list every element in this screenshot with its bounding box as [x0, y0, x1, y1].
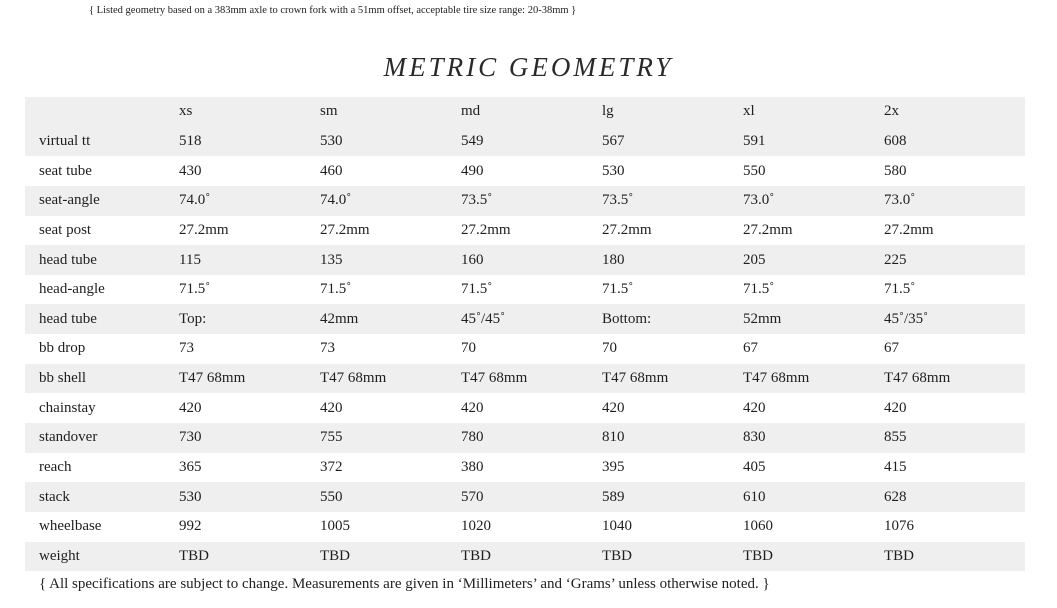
table-row: [25, 334, 1025, 364]
table-header-row: [25, 97, 1025, 127]
specifications-note: { All specifications are subject to change. Measurements are given in ‘Millimeters’ and ‘Grams’ unless otherwise noted. }: [39, 576, 770, 592]
table-cell: 73.5˚: [461, 192, 493, 209]
table-cell: T47 68mm: [884, 370, 951, 387]
table-cell: 1020: [461, 518, 491, 535]
table-row: [25, 186, 1025, 216]
row-label: standover: [39, 429, 98, 446]
table-cell: 180: [602, 251, 625, 268]
table-cell: 608: [884, 132, 907, 149]
table-cell: 380: [461, 459, 484, 475]
table-cell: 570: [461, 488, 484, 505]
table-cell: 1040: [602, 518, 632, 535]
header-cell: 2x: [884, 103, 899, 120]
table-row: [25, 393, 1025, 423]
geometry-table: [25, 97, 1025, 571]
table-cell: 73.0˚: [743, 192, 775, 209]
table-row: [25, 512, 1025, 542]
header-cell: lg: [602, 103, 614, 120]
row-label: virtual tt: [39, 132, 91, 149]
table-cell: TBD: [884, 547, 914, 564]
table-cell: 71.5˚: [461, 281, 493, 298]
table-row: [25, 275, 1025, 305]
table-cell: 70: [461, 340, 476, 357]
table-cell: 1060: [743, 518, 773, 535]
table-cell: 420: [884, 399, 907, 416]
row-label: chainstay: [39, 399, 96, 416]
table-cell: 830: [743, 429, 766, 446]
header-cell: xs: [179, 103, 193, 120]
table-cell: 420: [320, 399, 343, 416]
table-cell: 1005: [320, 518, 350, 535]
table-cell: 160: [461, 251, 484, 268]
table-cell: 420: [602, 399, 625, 416]
table-cell: 460: [320, 162, 343, 179]
table-cell: 71.5˚: [743, 281, 775, 298]
table-cell: 1076: [884, 518, 914, 535]
row-label: reach: [39, 459, 72, 475]
table-cell: 415: [884, 459, 907, 475]
table-cell: T47 68mm: [743, 370, 810, 387]
table-cell: 780: [461, 429, 484, 446]
table-cell: 67: [884, 340, 899, 357]
table-cell: 628: [884, 488, 907, 505]
table-cell: 490: [461, 162, 484, 179]
table-cell: 205: [743, 251, 766, 268]
row-label: head-angle: [39, 281, 105, 298]
table-cell: 549: [461, 132, 484, 149]
table-row: [25, 245, 1025, 275]
table-cell: 71.5˚: [320, 281, 352, 298]
table-cell: 27.2mm: [461, 221, 511, 238]
table-cell: 27.2mm: [743, 221, 793, 238]
row-label: stack: [39, 488, 70, 505]
table-cell: 567: [602, 132, 625, 149]
table-cell: 73.0˚: [884, 192, 916, 209]
row-label: head tube: [39, 251, 97, 268]
table-cell: 430: [179, 162, 202, 179]
table-cell: 730: [179, 429, 202, 446]
table-cell: 530: [320, 132, 343, 149]
table-cell: T47 68mm: [320, 370, 387, 387]
table-row: [25, 216, 1025, 246]
table-cell: 580: [884, 162, 907, 179]
table-cell: 27.2mm: [884, 221, 934, 238]
row-label: head tube: [39, 310, 97, 327]
row-label: seat-angle: [39, 192, 100, 209]
table-row: [25, 482, 1025, 512]
table-cell: 73: [320, 340, 335, 357]
row-label: seat post: [39, 221, 92, 238]
header-cell: md: [461, 103, 481, 120]
table-cell: 530: [179, 488, 202, 505]
table-cell: 420: [461, 399, 484, 416]
table-cell: 518: [179, 132, 202, 149]
header-cell: xl: [743, 103, 755, 120]
table-cell: 530: [602, 162, 625, 179]
table-cell: 755: [320, 429, 343, 446]
table-cell: 372: [320, 459, 343, 475]
table-row: [25, 542, 1025, 572]
table-cell: 855: [884, 429, 907, 446]
table-cell: 42mm: [320, 310, 359, 327]
row-label: weight: [39, 547, 80, 564]
table-cell: 70: [602, 340, 617, 357]
row-label: seat tube: [39, 162, 92, 179]
table-row: [25, 156, 1025, 186]
table-cell: 810: [602, 429, 625, 446]
table-cell: 550: [320, 488, 343, 505]
header-cell: sm: [320, 103, 338, 120]
table-cell: 74.0˚: [320, 192, 352, 209]
table-cell: 610: [743, 488, 766, 505]
table-cell: 589: [602, 488, 625, 505]
page-title: METRIC GEOMETRY: [383, 52, 674, 82]
table-cell: Top:: [179, 310, 207, 327]
table-cell: TBD: [602, 547, 632, 564]
table-cell: 71.5˚: [602, 281, 634, 298]
table-body: [25, 127, 1025, 572]
table-cell: 365: [179, 459, 202, 475]
row-label: bb drop: [39, 340, 86, 357]
table-cell: Bottom:: [602, 310, 652, 327]
table-cell: 27.2mm: [179, 221, 229, 238]
table-cell: 115: [179, 251, 201, 268]
table-cell: 73: [179, 340, 194, 357]
table-row: [25, 304, 1025, 334]
table-cell: TBD: [461, 547, 491, 564]
table-cell: TBD: [743, 547, 773, 564]
table-cell: T47 68mm: [602, 370, 669, 387]
table-cell: 67: [743, 340, 758, 357]
table-cell: 27.2mm: [602, 221, 652, 238]
table-cell: 45˚/35˚: [884, 310, 929, 327]
table-cell: 420: [179, 399, 202, 416]
table-cell: 420: [743, 399, 766, 416]
row-label: bb shell: [39, 370, 87, 387]
table-cell: 71.5˚: [179, 281, 211, 298]
table-cell: TBD: [179, 547, 209, 564]
header-cell: [25, 97, 179, 127]
table-cell: TBD: [320, 547, 350, 564]
table-cell: 135: [320, 251, 343, 268]
table-cell: 27.2mm: [320, 221, 370, 238]
table-row: [25, 127, 1025, 157]
table-row: [25, 364, 1025, 394]
table-cell: T47 68mm: [179, 370, 246, 387]
table-cell: 591: [743, 132, 766, 149]
table-cell: 45˚/45˚: [461, 310, 506, 327]
table-row: [25, 453, 1025, 483]
table-row: [25, 423, 1025, 453]
table-cell: 73.5˚: [602, 192, 634, 209]
table-cell: 395: [602, 459, 625, 475]
table-cell: 225: [884, 251, 907, 268]
row-label: wheelbase: [39, 518, 102, 535]
table-cell: T47 68mm: [461, 370, 528, 387]
table-cell: 550: [743, 162, 766, 179]
table-cell: 405: [743, 459, 766, 475]
table-cell: 71.5˚: [884, 281, 916, 298]
table-cell: 992: [179, 518, 202, 535]
table-cell: 74.0˚: [179, 192, 211, 209]
geometry-note: { Listed geometry based on a 383mm axle to crown fork with a 51mm offset, acceptable tire size range: 20-38mm }: [89, 5, 577, 16]
table-cell: 52mm: [743, 310, 782, 327]
